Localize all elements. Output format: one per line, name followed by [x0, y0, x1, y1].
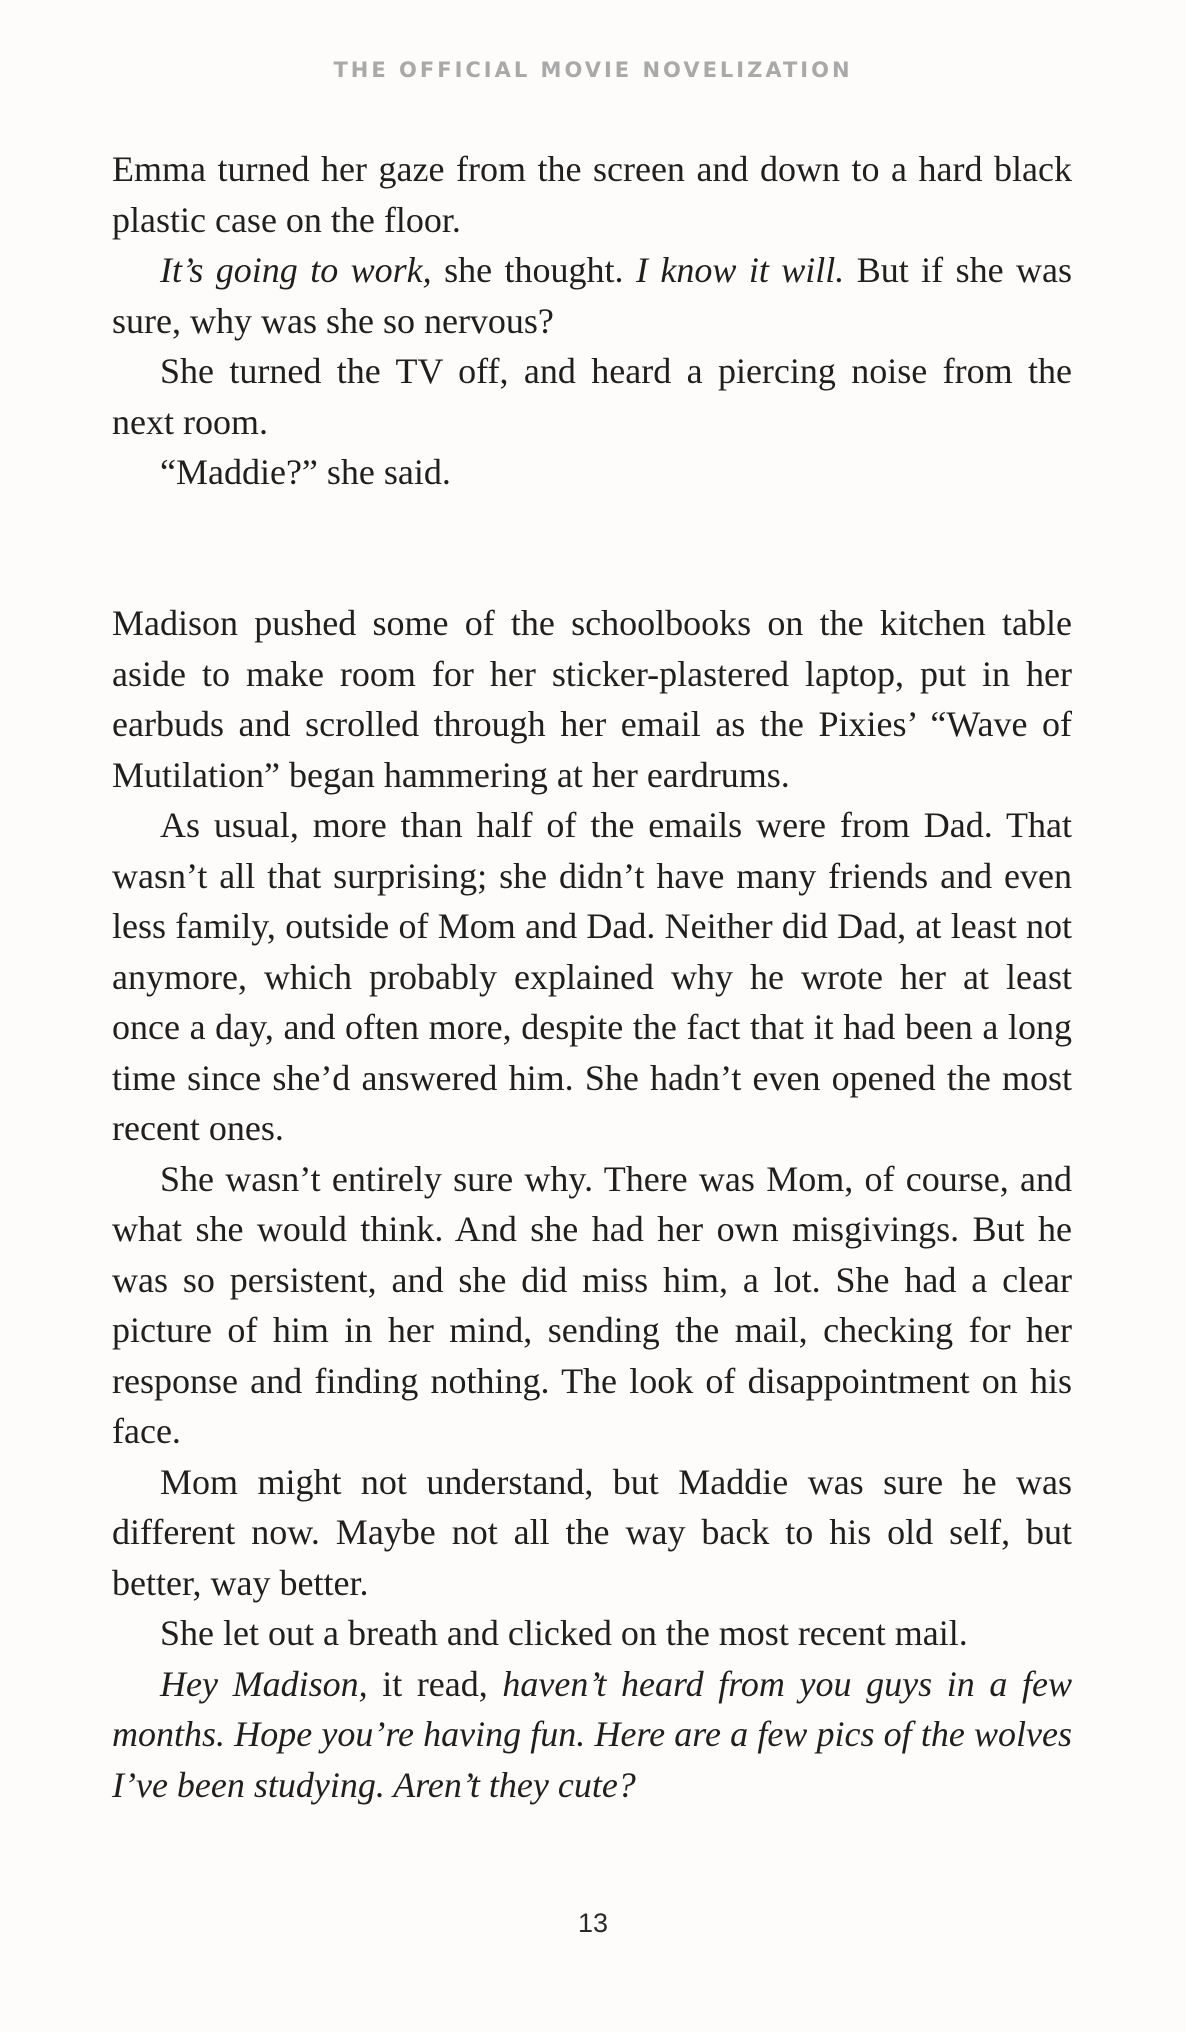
page-number: 13: [577, 1908, 609, 1938]
paragraph: She wasn’t entirely sure why. There was Mom, of course, and what she would think. And she had her own misgivings. But he was so persistent, and she did miss him, a lot. She had a clear picture of him in her mind, sending the mail, checking for her response and finding nothing. The look of disappointment on his face.: [112, 1158, 1072, 1451]
paragraph: [112, 245, 1072, 346]
paragraph: [112, 1659, 1072, 1811]
text-run: But if she was sure, why was she so nervous?: [112, 250, 1073, 341]
running-head: THE OFFICIAL MOVIE NOVELIZATION: [333, 58, 853, 82]
text-section-2: [112, 598, 1072, 1810]
italic-text: It’s going to work,: [160, 250, 432, 290]
text-run: she thought.: [431, 250, 636, 290]
paragraph: She turned the TV off, and heard a piercing noise from the next room.: [112, 351, 1072, 442]
italic-text: Hey Madison,: [160, 1663, 368, 1704]
text-run: it read,: [367, 1663, 503, 1704]
paragraph: Mom might not understand, but Maddie was sure he was different now. Maybe not all the way back to his old self, but better, way better.: [112, 1461, 1072, 1603]
paragraph: As usual, more than half of the emails were from Dad. That wasn’t all that surprising; she didn’t have many friends and even less family, outside of Mom and Dad. Neither did Dad, at least not anymore, which probably explained why he wrote her at least once a day, and often more, despite the fact that it had been a long time since she’d answered him. She hadn’t even opened the most recent ones.: [112, 805, 1072, 1148]
italic-text: haven’t heard from you guys in a few months. Hope you’re having fun. Here are a few pics of the wolves I’ve been studying. Aren’t they cute?: [112, 1663, 1072, 1805]
text-section-1: [112, 144, 1072, 498]
paragraph: “Maddie?” she said.: [160, 452, 451, 492]
paragraph: Emma turned her gaze from the screen and down to a hard black plastic case on the floor.: [112, 149, 1072, 240]
paragraph: Madison pushed some of the schoolbooks on the kitchen table aside to make room for her sticker-plastered laptop, put in her earbuds and scrolled through her email as the Pixies’ “Wave of Mutilation” began hammering at her eardrums.: [112, 603, 1072, 795]
italic-text: I know it will.: [635, 250, 845, 290]
paragraph: She let out a breath and clicked on the most recent mail.: [160, 1613, 968, 1653]
